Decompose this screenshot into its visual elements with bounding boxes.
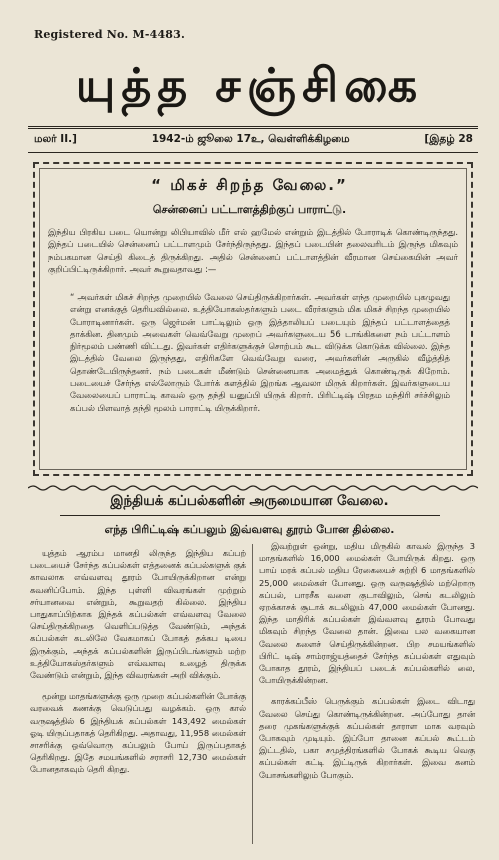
dateline: [34, 133, 473, 149]
left-paragraph-2: மூன்று மாதங்களுக்கு ஒரு முறை கப்பல்களின் போக்கு வரவைக் கணக்கு வெடுப்பது வழக்கம். ஒரு கால் வருஷத்தில் 6 இந்தியக் கப்பல்கள் 143,492 மைல்கள் ஓடி யிருப்பதாகத் தெரிகிறது. அதாவது, 11,958 மைல்கள் சாசரிக்கு ஒவ்வொரு கப்பலும் போய் இருப்பதாகத் தெரிகிறது. இதே சமயங்களில் சராசரி 12,730 மைல்கள் போனதாகவும் தெரி கிறது.: [30, 691, 246, 775]
issue-number: [இதழ் 28: [424, 133, 473, 145]
article2-right-column: [259, 540, 475, 790]
article2-headline: இந்தியக் கப்பல்களின் அருமையான வேலை.: [110, 493, 389, 509]
article1-subheadline: சென்னைப் பட்டாளத்திற்குப் பாராட்டு.: [152, 203, 347, 216]
divider-top-2: [28, 128, 478, 129]
masthead-title: யுத்த சஞ்சிகை: [75, 58, 424, 112]
issue-date: 1942-ம் ஜூலை 17உ, வெள்ளிக்கிழமை: [151, 133, 350, 145]
column-divider: [252, 544, 253, 844]
article1-quote-paragraph: “ அவர்கள் மிகச் சிறந்த முறையில் வேலை செய்திருக்கிறார்கள். அவர்கள் எந்த முறையில் புகழுவது என்று எனக்குத் தெரியவில்லை. உத்தியோகஸ்தர்களும் படை வீரர்களும் மிக மிகச் சிறந்த முறையில் போராடினார்கள். ஒரு ஜெர்மன் பாட்டிலும் ஒரு இத்தாலியப் படையும் இந்தப் பட்டாளத்தைத் தாக்கின. தினமும் அவைகள் வெவ்வேறு முறைப் அவர்களுடைய 56 டாங்கிகளை நம் பட்டாளம் நிர்மூலம் பண்ணி விட்டது. இவர்கள் எதிர்களுக்குச் சொற்பம் கூட விடுக்க கொடுக்க வில்லை. இந்த இடத்தில் வேலை இருந்தது, எதிரிகளே வெவ்வேறு வரை, அவர்களின் அருகில் வீழ்த்தித் தொண்டேயிருந்தனர். நம் படைகள் மீண்டும் சென்னையாக அமைத்துக் கொண்டிருக் கிறோம். படையைச் சேர்ந்த எல்லோரும் போர்க் களத்தில் இறங்க ஆவலா மிருக் கிறார்கள். இவர்களுடைய வேலையைப் பாராட்டி காவல் ஒரு தந்தி யனுப்பி யிருக் கிறார். பிரிட்டிஷ் பிரதம மந்திரி சர்ச்சிலும் கப்பல் பிளவாத் தந்தி மூலம் பாராட்டி யிருக்கிறார்.: [70, 292, 450, 413]
article1-headline: “ மிகச் சிறந்த வேலை.”: [151, 176, 348, 194]
article2-left-column: [30, 547, 246, 785]
wavy-divider: [28, 484, 478, 492]
divider-top: [28, 126, 478, 127]
registration-number: Registered No. M-4483.: [34, 28, 186, 41]
right-paragraph-1: இவற்றுள் ஒன்று, மதிய மிருகில் காவல் இருந்த 3 மாதங்களில் 16,000 மைல்கள் போயிருக் கிறது. ஒரு பாய் மரக் கப்பல் மதிய ரேகையைச் சுற்றி 6 மாதங்களில் 25,000 மைல்கள் போனது. ஒரு வருஷத்தில் மற்றொரு கப்பல், பாரசீக வளை குடாவிலும், செங் கடலிலும் ஏறக்காசக் சூடாக் கடலிலும் 47,000 மைல்கள் போனது. இந்த மாதிரிக் கப்பல்கள் இவ்வளவு தூரம் போவது மிகவும் சிறந்த வேலை தான். இவை பல வகையான வேலை களைச் செய்திருக்கின்றன. பிற சமயங்களில் பிரிட் டிஷ் சாம்ராஜ்யத்தைச் சேர்ந்த கப்பல்கள் எதுவும் போகாத தூரம், இந்தியப் படைக் கப்பல்களில் லை, போயிருக்கின்றன.: [259, 541, 475, 686]
volume-label: மலர் II.]: [34, 133, 77, 145]
article1-intro-paragraph: இந்திய பிரகிய படை யொன்று லிபியாவில் மீர் எல் ஹமேல் என்றும் இடத்தில் போராடிக் கொண்டிருந்தது. இந்தப் படையில் சென்னைப் பட்டாளமும் சேர்ந்திருந்தது. இந்தப் படையின் தலைவரிடம் இருந்த மிகவும் நம்பகமான செய்தி கிடைத் திருக்கிறது. அதில் சென்னைப் பட்டாளத்தின் வீரமான செய்கையின் அவர் குறிப்பிட்டிருக்கிறார். அவர் கூறுவதாவது :—: [48, 227, 458, 274]
right-paragraph-2: காரக்கப்பீஸ் பெருக்கும் கப்பல்கள் இடை விடாது வேலை செய்து கொண்டிருக்கின்றன. அப்போது தான் தரை முகங்களுக்குக் கப்பல்கள் தாராள மாக வரவும் போகவும் முடியும். இப்போ தானை கப்பல் கூட்டம் இட்டதில், பகா சமுத்திரங்களில் போகக் கூடிய வெகு கப்பல்கள் கட்டி இட்டிருக் கிறார்கள். இவை கனம் யோசங்களிலும் போகும்.: [259, 696, 475, 780]
divider-article2: [60, 515, 440, 516]
divider-dateline: [28, 152, 478, 153]
left-paragraph-1: யுத்தம் ஆரம்ப மானதி லிருந்த இந்திய கப்பற் படையைச் சேர்ந்த கப்பல்கள் எத்தனைக் கப்பல்களுக் குக் காவலாக எவ்வளவு தூரம் போயிருக்கிறான என்று கவனிப்போம். இந்த புள்ளி விவரங்கள் முற்றும் சர்யானவை என்றும், கூறுவதற் கில்லை. இந்திய பாதுகாப்பிற்காக இந்தக் கப்பல்கள் எவ்வளவு வேலை செய்திருக்கிறதை வெளிப்படுத்த வேண்டும், அந்தக் கப்பல்கள் கடலிலே வேகமாகப் போகத் தக்கப டியை இருக்கும், அந்தக் கப்பல்களின் இருப்பிடங்களும் மற்ற உத்தியோகஸ்தர்களும் எவ்வளவு உழைத் திருக்க வேண்டும் என்றும், இந்த விவரங்கள் அறி விக்கும்.: [30, 548, 246, 681]
article2-subheadline: எந்த பிரிட்டிஷ் கப்பலும் இவ்வளவு தூரம் போன தில்லை.: [104, 523, 395, 536]
